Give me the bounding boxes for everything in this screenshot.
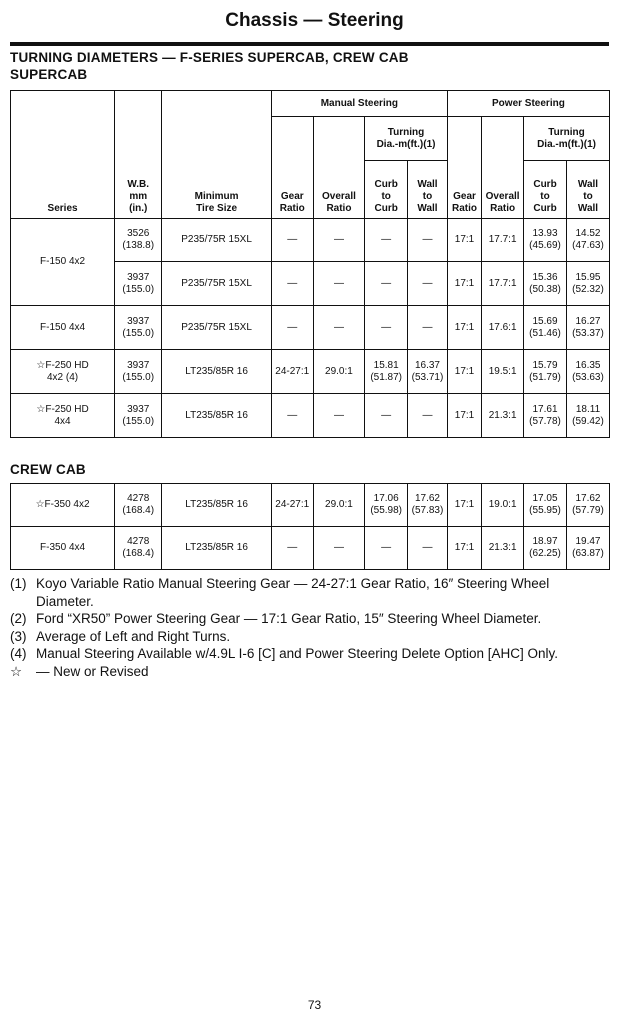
wheelbase-cell: 3937 (155.0) [115,350,162,394]
tire-size-cell: LT235/85R 16 [162,350,271,394]
power-curb-cell: 18.97 (62.25) [524,527,567,570]
power-curb-cell: 15.69 (51.46) [524,306,567,350]
power-wall-cell: 18.11 (59.42) [566,394,609,438]
page-number: 73 [307,998,322,1012]
table-row [11,306,610,350]
manual-gear-ratio-cell: — [271,394,313,438]
manual-gear-ratio-cell: — [271,527,313,570]
footnote: (1) Koyo Variable Ratio Manual Steering Gear — 24-27:1 Gear Ratio, 16″ Steering Wheel Diameter. [10,576,550,609]
table-row [11,219,610,262]
manual-gear-ratio-cell: — [271,262,313,306]
header-power-wall: Wall to Wall [566,161,609,219]
manual-curb-cell: 15.81 (51.87) [365,350,408,394]
tire-size-cell: P235/75R 15XL [162,262,271,306]
wheelbase-cell: 3937 (155.0) [115,262,162,306]
crewcab-heading: CREW CAB [10,462,86,477]
supercab-table [10,90,610,438]
tire-size-cell: P235/75R 15XL [162,306,271,350]
manual-wall-cell: 16.37 (53.71) [408,350,448,394]
power-curb-cell: 13.93 (45.69) [524,219,567,262]
header-tire: Minimum Tire Size [162,91,271,219]
tire-size-cell: LT235/85R 16 [162,484,271,527]
tire-size-cell: LT235/85R 16 [162,394,271,438]
header-power-turning: Turning Dia.-m(ft.)(1) [524,117,610,161]
manual-overall-ratio-cell: 29.0:1 [313,484,365,527]
wheelbase-cell: 3937 (155.0) [115,394,162,438]
power-overall-ratio-cell: 17.7:1 [482,219,524,262]
footnote: (3) Average of Left and Right Turns. [10,628,231,644]
header-manual-overall: Overall Ratio [313,117,365,219]
power-gear-ratio-cell: 17:1 [447,350,481,394]
header-manual-wall: Wall to Wall [408,161,448,219]
tire-size-cell: LT235/85R 16 [162,527,271,570]
header-power-curb: Curb to Curb [524,161,567,219]
manual-overall-ratio-cell: — [313,527,365,570]
table-row [11,350,610,394]
power-curb-cell: 17.05 (55.95) [524,484,567,527]
footnote: (2) Ford “XR50” Power Steering Gear — 17:1 Gear Ratio, 15″ Steering Wheel Diameter. [10,611,542,626]
manual-curb-cell: 17.06 (55.98) [365,484,408,527]
manual-overall-ratio-cell: — [313,262,365,306]
series-cell: ☆F-250 HD 4x4 [11,394,115,438]
manual-curb-cell: — [365,527,408,570]
title-rule [10,42,609,46]
header-series: Series [11,91,115,219]
wheelbase-cell: 3526 (138.8) [115,219,162,262]
header-power-steering: Power Steering [447,91,609,117]
manual-wall-cell: — [408,306,448,350]
series-cell: F-150 4x4 [11,306,115,350]
power-gear-ratio-cell: 17:1 [447,262,481,306]
manual-curb-cell: — [365,219,408,262]
wheelbase-cell: 3937 (155.0) [115,306,162,350]
series-cell: F-150 4x2 [11,219,115,306]
manual-wall-cell: — [408,394,448,438]
power-gear-ratio-cell: 17:1 [447,306,481,350]
manual-gear-ratio-cell: — [271,219,313,262]
power-overall-ratio-cell: 17.7:1 [482,262,524,306]
section-heading: TURNING DIAMETERS — F-SERIES SUPERCAB, CREW CAB [10,50,409,65]
power-gear-ratio-cell: 17:1 [447,527,481,570]
crewcab-table [10,483,610,570]
manual-curb-cell: — [365,306,408,350]
power-wall-cell: 16.27 (53.37) [566,306,609,350]
power-wall-cell: 16.35 (53.63) [566,350,609,394]
power-overall-ratio-cell: 19.0:1 [482,484,524,527]
power-overall-ratio-cell: 21.3:1 [482,527,524,570]
header-manual-steering: Manual Steering [271,91,447,117]
header-power-overall: Overall Ratio [482,117,524,219]
table-row [11,484,610,527]
wheelbase-cell: 4278 (168.4) [115,527,162,570]
manual-wall-cell: — [408,219,448,262]
power-overall-ratio-cell: 17.6:1 [482,306,524,350]
manual-wall-cell: — [408,262,448,306]
series-cell: F-350 4x4 [11,527,115,570]
manual-gear-ratio-cell: 24-27:1 [271,484,313,527]
header-power-gear: Gear Ratio [447,117,481,219]
manual-overall-ratio-cell: — [313,219,365,262]
power-gear-ratio-cell: 17:1 [447,219,481,262]
manual-overall-ratio-cell: — [313,394,365,438]
power-wall-cell: 19.47 (63.87) [566,527,609,570]
manual-overall-ratio-cell: 29.0:1 [313,350,365,394]
power-curb-cell: 15.36 (50.38) [524,262,567,306]
footnote: (4) Manual Steering Available w/4.9L I-6 [C] and Power Steering Delete Option [AHC] Only. [10,646,559,661]
manual-curb-cell: — [365,262,408,306]
manual-curb-cell: — [365,394,408,438]
series-cell: ☆F-350 4x2 [11,484,115,527]
series-cell: ☆F-250 HD 4x2 (4) [11,350,115,394]
table-row [11,527,610,570]
power-overall-ratio-cell: 19.5:1 [482,350,524,394]
manual-gear-ratio-cell: 24-27:1 [271,350,313,394]
supercab-heading: SUPERCAB [10,67,88,82]
page-title: Chassis — Steering [225,10,404,31]
header-manual-gear: Gear Ratio [271,117,313,219]
header-wb: W.B. mm (in.) [115,91,162,219]
power-curb-cell: 17.61 (57.78) [524,394,567,438]
manual-wall-cell: 17.62 (57.83) [408,484,448,527]
power-wall-cell: 17.62 (57.79) [566,484,609,527]
footnote-legend: ☆ — New or Revised [10,663,149,679]
power-wall-cell: 14.52 (47.63) [566,219,609,262]
power-wall-cell: 15.95 (52.32) [566,262,609,306]
power-gear-ratio-cell: 17:1 [447,484,481,527]
manual-overall-ratio-cell: — [313,306,365,350]
manual-wall-cell: — [408,527,448,570]
header-manual-curb: Curb to Curb [365,161,408,219]
power-overall-ratio-cell: 21.3:1 [482,394,524,438]
power-gear-ratio-cell: 17:1 [447,394,481,438]
table-row [11,394,610,438]
tire-size-cell: P235/75R 15XL [162,219,271,262]
footnotes [10,575,610,680]
power-curb-cell: 15.79 (51.79) [524,350,567,394]
wheelbase-cell: 4278 (168.4) [115,484,162,527]
header-manual-turning: Turning Dia.-m(ft.)(1) [365,117,448,161]
manual-gear-ratio-cell: — [271,306,313,350]
